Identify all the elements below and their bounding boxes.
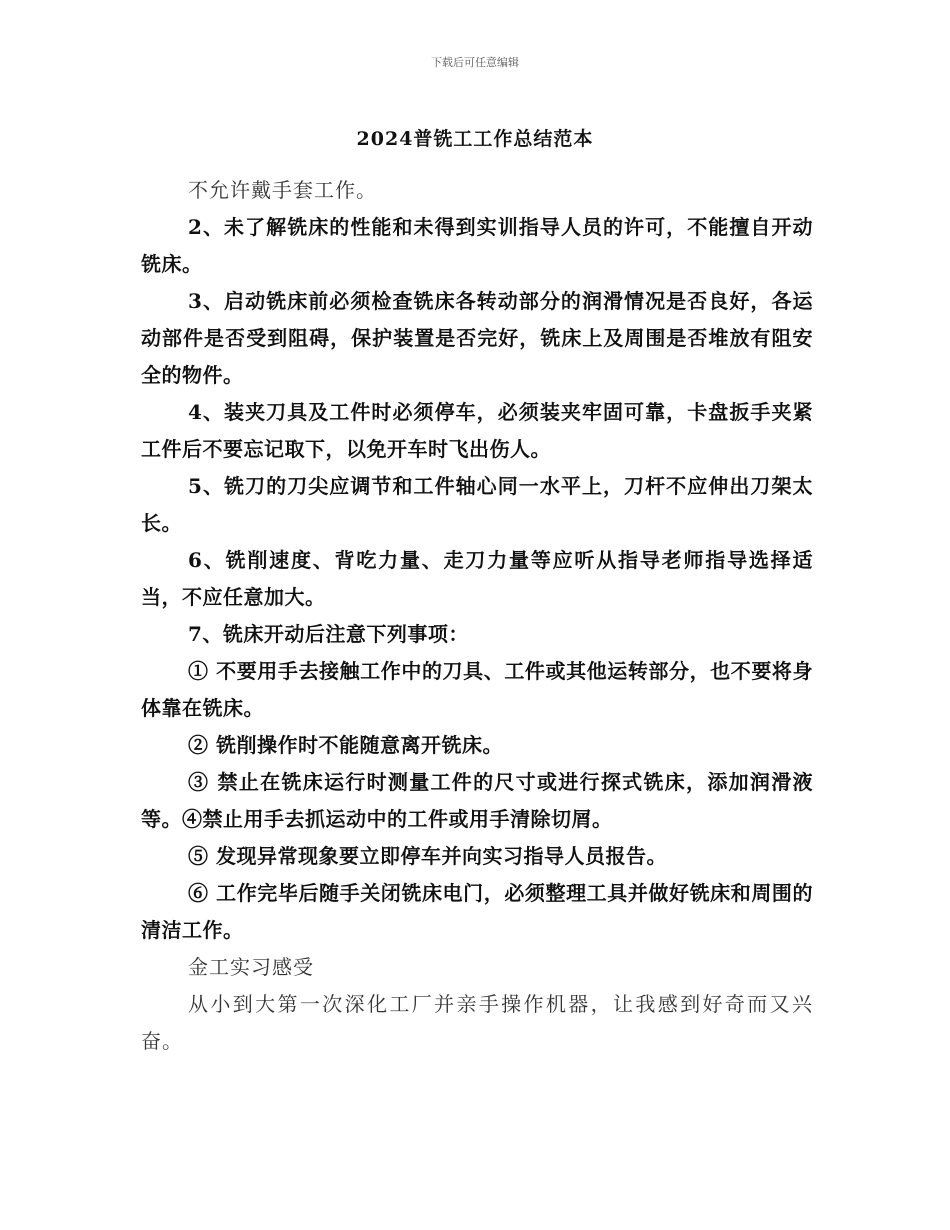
paragraph-rule-7: 7、铣床开动后注意下列事项： <box>188 622 469 646</box>
page-header-note: 下载后可任意编辑 <box>431 56 519 69</box>
paragraph-item-1: ① 不要用手去接触工作中的刀具、工件或其他运转部分，也不要将身体靠在铣床。 <box>141 659 813 720</box>
paragraph-internship-feeling: 从小到大第一次深化工厂并亲手操作机器，让我感到好奇而又兴奋。 <box>141 992 813 1053</box>
paragraph-rule-6: 6、铣削速度、背吃力量、走刀力量等应听从指导老师指导选择适当，不应任意加大。 <box>141 548 813 609</box>
paragraph-rule-5: 5、铣刀的刀尖应调节和工件轴心同一水平上，刀杆不应伸出刀架太长。 <box>141 474 813 535</box>
paragraph-item-5: ⑤ 发现异常现象要立即停车并向实习指导人员报告。 <box>188 844 667 868</box>
document-body <box>141 172 813 1060</box>
paragraph-rule-3: 3、启动铣床前必须检查铣床各转动部分的润滑情况是否良好，各运动部件是否受到阻碍，保护装置是否完好，铣床上及周围是否堆放有阻安全的物件。 <box>141 289 813 387</box>
paragraph-rule-4: 4、装夹刀具及工件时必须停车，必须装夹牢固可靠，卡盘扳手夹紧工件后不要忘记取下，以免开车时飞出伤人。 <box>141 400 813 461</box>
paragraph-gloves: 不允许戴手套工作。 <box>188 178 377 202</box>
paragraph-item-6: ⑥ 工作完毕后随手关闭铣床电门，必须整理工具并做好铣床和周围的清洁工作。 <box>141 881 813 942</box>
document-title: 2024普铣工工作总结范本 <box>356 128 594 150</box>
paragraph-item-2: ② 铣削操作时不能随意离开铣床。 <box>188 733 503 757</box>
section-heading-internship: 金工实习感受 <box>188 955 314 979</box>
paragraph-item-3-4: ③ 禁止在铣床运行时测量工件的尺寸或进行探式铣床，添加润滑液等。④禁止用手去抓运动中的工件或用手清除切屑。 <box>141 770 813 831</box>
paragraph-rule-2: 2、未了解铣床的性能和未得到实训指导人员的许可，不能擅自开动铣床。 <box>141 215 813 276</box>
